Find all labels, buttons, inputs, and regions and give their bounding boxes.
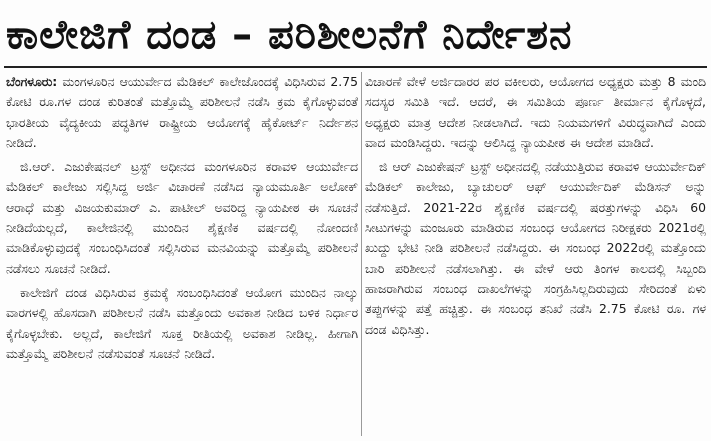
headline-rule: [4, 66, 707, 68]
article-paragraph: ಜಿ ಆರ್ ಎಜುಕೇಷನ್ ಟ್ರಸ್ಟ್ ಅಧೀನದಲ್ಲಿ ನಡೆಯುತ್ತಿರುವ ಕರಾವಳಿ ಆಯುರ್ವೇದಿಕ್ ಮೆಡಿಕಲ್ ಕಾಲೇಜು, ಬ್ಯಾಚುಲರ್ ಆಫ್ ಆಯುರ್ವೇದಿಕ್ ಮೆಡಿಸನ್ ಅನ್ನು ನಡೆಸುತ್ತಿದೆ. 2021-22ರ ಶೈಕ್ಷಣಿಕ ವರ್ಷದಲ್ಲಿ ಷರತ್ತುಗಳನ್ನು ವಿಧಿಸಿ 60 ಸೀಟುಗಳನ್ನು ಮಂಜೂರು ಮಾಡಿರುವ ಸಂಬಂಧ ಆಯೋಗದ ನಿರೀಕ್ಷಕರು 2021ರಲ್ಲಿ ಖುದ್ದು ಭೇಟಿ ನೀಡಿ ಪರಿಶೀಲನೆ ನಡೆಸಿದ್ದರು. ಈ ಸಂಬಂಧ 2022ರಲ್ಲಿ ಮತ್ತೊಂದು ಬಾರಿ ಪರಿಶೀಲನೆ ನಡೆಸಲಾಗಿತ್ತು. ಈ ವೇಳೆ ಆರು ತಿಂಗಳ ಕಾಲದಲ್ಲಿ ಸಿಬ್ಬಂದಿ ಹಾಜರಾಗಿರುವ ಸಂಬಂಧ ದಾಖಲೆಗಳನ್ನು ಸಂಗ್ರಹಿಸಿಲ್ಲದಿರುವುದು ಸೇರಿದಂತೆ ಏಳು ತಪ್ಪುಗಳನ್ನು ಪತ್ತೆ ಹಚ್ಚಿತ್ತು. ಈ ಸಂಬಂಧ ತನಿಖೆ ನಡೆಸಿ 2.75 ಕೋಟಿ ರೂ. ಗಳ ದಂಡ ವಿಧಿಸಿತ್ತು.: [365, 159, 706, 337]
article-paragraph: ಜಿ.ಆರ್. ಎಜುಕೇಷನಲ್ ಟ್ರಸ್ಟ್ ಅಧೀನದ ಮಂಗಳೂರಿನ ಕರಾವಳಿ ಆಯುರ್ವೇದ ಮೆಡಿಕಲ್ ಕಾಲೇಜು ಸಲ್ಲಿಸಿದ್ದ ಅರ್ಜಿ ವಿಚಾರಣೆ ನಡೆಸಿದ ನ್ಯಾಯಮೂರ್ತಿ ಅಲೋಕ್ ಆರಾಧೆ ಮತ್ತು ವಿಜಯಕುಮಾರ್ ಎ. ಪಾಟೀಲ್ ಅವರಿದ್ದ ನ್ಯಾಯಪೀಠ ಈ ಸೂಚನೆ ನೀಡಿದೆಯಲ್ಲದೆ, ಕಾಲೇಜಿನಲ್ಲಿ ಮುಂದಿನ ಶೈಕ್ಷಣಿಕ ವರ್ಷದಲ್ಲಿ ನೋಂದಣಿ ಮಾಡಿಕೊಳ್ಳುವುದಕ್ಕೆ ಸಂಬಂಧಿಸಿದಂತೆ ಸಲ್ಲಿಸಿರುವ ಮನವಿಯನ್ನು ಮತ್ತೊಮ್ಮೆ ಪರಿಶೀಲನೆ ನಡೆಸಲು ಸೂಚನೆ ನೀಡಿದೆ.: [6, 159, 358, 276]
article-paragraph: ಕಾಲೇಜಿಗೆ ದಂಡ ವಿಧಿಸಿರುವ ಕ್ರಮಕ್ಕೆ ಸಂಬಂಧಿಸಿದಂತೆ ಆಯೋಗ ಮುಂದಿನ ನಾಲ್ಕು ವಾರಗಳಲ್ಲಿ ಹೊಸದಾಗಿ ಪರಿಶೀಲನೆ ನಡೆಸಿ ಮತ್ತೊಂದು ಅವಕಾಶ ನೀಡಿದ ಬಳಿಕ ನಿರ್ಧಾರ ಕೈಗೊಳ್ಳಬೇಕು. ಅಲ್ಲದೆ, ಕಾಲೇಜಿಗೆ ಸೂಕ್ತ ರೀತಿಯಲ್ಲಿ ಅವಕಾಶ ನೀಡಿಲ್ಲ. ಹೀಗಾಗಿ ಮತ್ತೊಮ್ಮೆ ಪರಿಶೀಲನೆ ನಡೆಸುವಂತೆ ಸೂಚನೆ ನೀಡಿದೆ.: [6, 284, 358, 361]
article-column-left: [6, 72, 358, 438]
dateline: ಬೆಂಗಳೂರು:: [6, 74, 58, 89]
article-headline: ಕಾಲೇಜಿಗೆ ದಂಡ – ಪರಿಶೀಲನೆಗೆ ನಿರ್ದೇಶನ: [6, 12, 573, 58]
article-paragraph: [6, 72, 358, 153]
article-paragraph: ವಿಚಾರಣೆ ವೇಳೆ ಅರ್ಜಿದಾರರ ಪರ ವಕೀಲರು, ಆಯೋಗದ ಅಧ್ಯಕ್ಷರು ಮತ್ತು 8 ಮಂದಿ ಸದಸ್ಯರ ಸಮಿತಿ ಇದೆ. ಆದರೆ, ಈ ಸಮಿತಿಯ ಪೂರ್ಣ ತೀರ್ಮಾನ ಕೈಗೊಳ್ಳದೆ, ಅಧ್ಯಕ್ಷರು ಮಾತ್ರ ಆದೇಶ ನೀಡಲಾಗಿದೆ. ಇದು ನಿಯಮಗಳಿಗೆ ವಿರುದ್ಧವಾಗಿದೆ ಎಂದು ವಾದ ಮಂಡಿಸಿದ್ದರು. ಇದನ್ನು ಆಲಿಸಿದ್ದ ನ್ಯಾಯಪೀಠ ಈ ಆದೇಶ ಮಾಡಿದೆ.: [365, 74, 706, 150]
article-column-right: [365, 72, 706, 438]
column-divider: [361, 72, 362, 436]
paragraph-text: ಮಂಗಳೂರಿನ ಆಯುರ್ವೇದ ಮೆಡಿಕಲ್ ಕಾಲೇಜೊಂದಕ್ಕೆ ವಿಧಿಸಿರುವ 2.75 ಕೋಟಿ ರೂ.ಗಳ ದಂಡ ಕುರಿತಂತೆ ಮತ್ತೊಮ್ಮೆ ಪರಿಶೀಲನೆ ನಡೆಸಿ ಕ್ರಮ ಕೈಗೊಳ್ಳುವಂತೆ ಭಾರತೀಯ ವೈದ್ಯಕೀಯ ಪದ್ಧತಿಗಳ ರಾಷ್ಟ್ರೀಯ ಆಯೋಗಕ್ಕೆ ಹೈಕೋರ್ಟ್ ನಿರ್ದೇಶನ ನೀಡಿದೆ.: [6, 74, 358, 150]
